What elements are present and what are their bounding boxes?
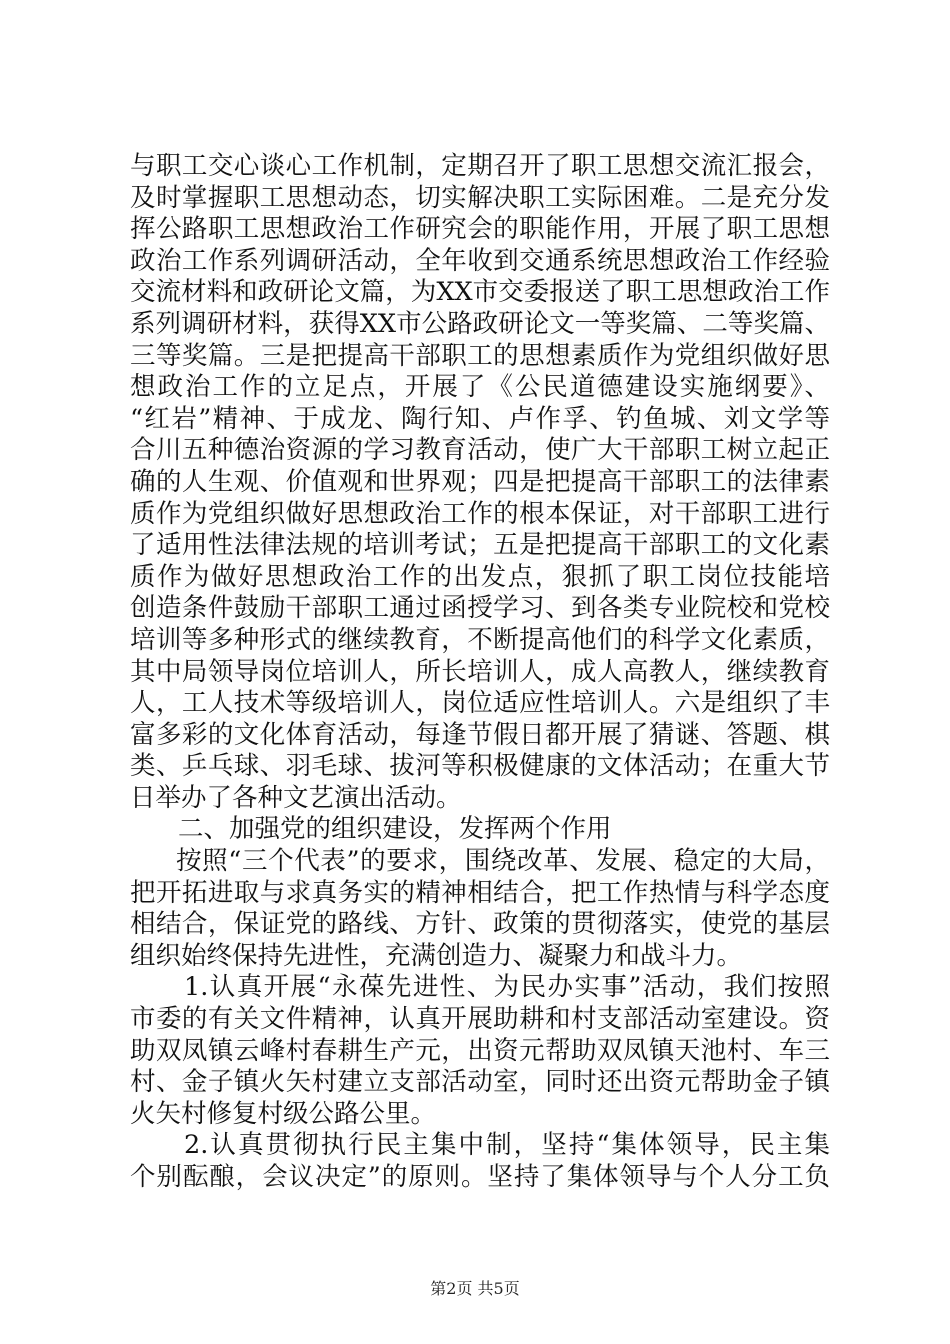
list-item-1 — [130, 972, 830, 1130]
text-line: 及时掌握职工思想动态，切实解决职工实际困难。二是充分发 — [130, 182, 830, 213]
text-line: 创造条件鼓励干部职工通过函授学习、到各类专业院校和党校 — [130, 593, 830, 624]
paragraph-1 — [130, 151, 830, 814]
text-line: 三等奖篇。三是把提高干部职工的思想素质作为党组织做好思 — [130, 340, 830, 371]
text-line: 人，工人技术等级培训人，岗位适应性培训人。六是组织了丰 — [130, 688, 830, 719]
text-line: 政治工作系列调研活动，全年收到交通系统思想政治工作经验 — [130, 245, 830, 276]
text-line: 1.认真开展“永葆先进性、为民办实事”活动，我们按照 — [184, 972, 830, 1003]
text-line: 质作为做好思想政治工作的出发点，狠抓了职工岗位技能培 — [130, 561, 830, 592]
text-line: 了适用性法律法规的培训考试；五是把提高干部职工的文化素 — [130, 530, 830, 561]
text-line: 日举办了各种文艺演出活动。 — [130, 782, 462, 813]
text-line: 想政治工作的立足点，开展了《公民道德建设实施纲要》、 — [130, 372, 830, 403]
text-line: 市委的有关文件精神，认真开展助耕和村支部活动室建设。资 — [130, 1004, 830, 1035]
text-line: 2.认真贯彻执行民主集中制，坚持“集体领导，民主集 — [184, 1130, 830, 1161]
paragraph-2 — [130, 846, 830, 972]
text-line: 挥公路职工思想政治工作研究会的职能作用，开展了职工思想 — [130, 214, 830, 245]
text-line: 组织始终保持先进性，充满创造力、凝聚力和战斗力。 — [130, 940, 743, 971]
text-line: 村、金子镇火矢村建立支部活动室，同时还出资元帮助金子镇 — [130, 1067, 830, 1098]
text-line: 交流材料和政研论文篇，为XX市交委报送了职工思想政治工作 — [130, 277, 830, 308]
text-line: 培训等多种形式的继续教育，不断提高他们的科学文化素质， — [130, 624, 830, 655]
text-line: 合川五种德治资源的学习教育活动，使广大干部职工树立起正 — [130, 435, 830, 466]
text-line: 系列调研材料，获得XX市公路政研论文一等奖篇、二等奖篇、 — [130, 308, 830, 339]
text-line: 质作为党组织做好思想政治工作的根本保证，对干部职工进行 — [130, 498, 830, 529]
text-line: 确的人生观、价值观和世界观；四是把提高干部职工的法律素 — [130, 466, 830, 497]
section-heading: 二、加强党的组织建设，发挥两个作用 — [178, 814, 612, 845]
document-body — [130, 151, 830, 1194]
text-line: 类、乒乓球、羽毛球、拔河等积极健康的文体活动；在重大节 — [130, 751, 830, 782]
text-line: 富多彩的文化体育活动，每逢节假日都开展了猜谜、答题、棋 — [130, 719, 830, 750]
text-line: 按照“三个代表”的要求，围绕改革、发展、稳定的大局， — [176, 846, 830, 877]
text-line: 火矢村修复村级公路公里。 — [130, 1098, 437, 1129]
text-line: 相结合，保证党的路线、方针、政策的贯彻落实，使党的基层 — [130, 909, 830, 940]
text-line: 把开拓进取与求真务实的精神相结合，把工作热情与科学态度 — [130, 877, 830, 908]
list-item-2 — [130, 1130, 830, 1193]
text-line: 与职工交心谈心工作机制，定期召开了职工思想交流汇报会， — [130, 151, 830, 181]
page-number-footer: 第2页 共5页 — [430, 1279, 520, 1298]
text-line: “红岩”精神、于成龙、陶行知、卢作孚、钓鱼城、刘文学等 — [130, 403, 830, 434]
text-line: 其中局领导岗位培训人，所长培训人，成人高教人，继续教育 — [130, 656, 830, 687]
text-line: 助双凤镇云峰村春耕生产元，出资元帮助双凤镇天池村、车三 — [130, 1035, 830, 1066]
text-line: 个别酝酿，会议决定”的原则。坚持了集体领导与个人分工负 — [130, 1162, 830, 1192]
